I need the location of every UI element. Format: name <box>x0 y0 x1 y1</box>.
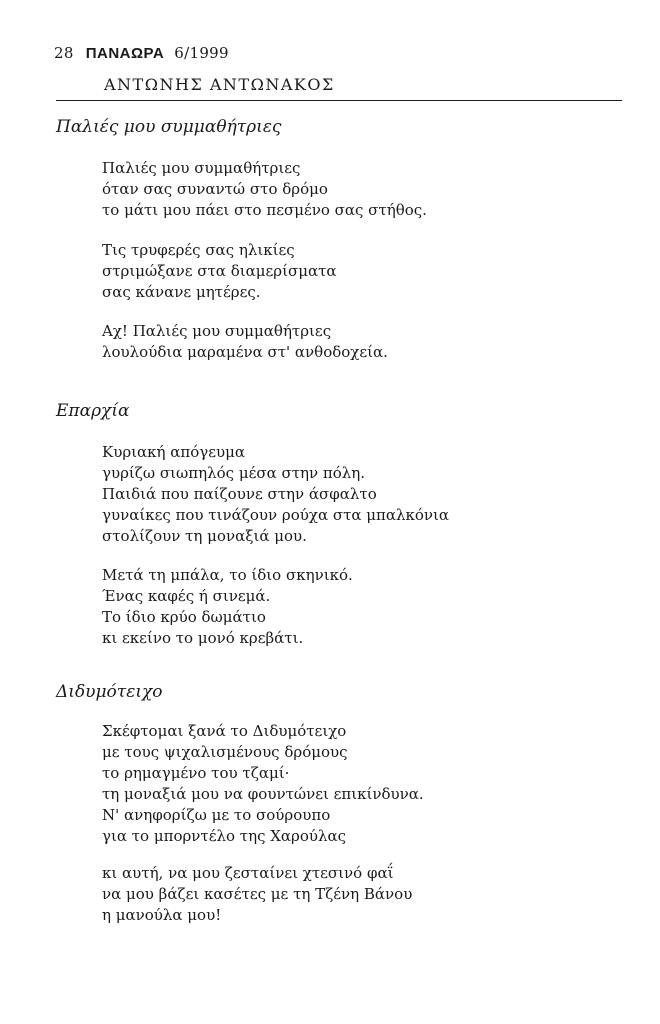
verse-line: με τους ψιχαλισμένους δρόμους <box>102 743 348 761</box>
poem-3-stanza-1 <box>102 721 424 847</box>
header-rule <box>56 100 622 101</box>
verse-line: γυρίζω σιωπηλός μέσα στην πόλη. <box>102 464 366 482</box>
verse-line: Παιδιά που παίζουνε στην άσφαλτο <box>102 485 377 503</box>
poem-2-stanza-2 <box>102 565 353 649</box>
verse-line: όταν σας συναντώ στο δρόμο <box>102 180 328 198</box>
poem-title-3: Διδυμότειχο <box>56 682 163 702</box>
verse-line: να μου βάζει κασέτες με τη Τζένη Βάνου <box>102 885 413 903</box>
poem-1-stanza-1 <box>102 158 427 221</box>
verse-line: για το μπορντέλο της Χαρούλας <box>102 827 347 845</box>
verse-line: στολίζουν τη μοναξιά μου. <box>102 527 307 545</box>
verse-line: λουλούδια μαραμένα στ' ανθοδοχεία. <box>102 343 388 361</box>
poem-title-1: Παλιές μου συμμαθήτριες <box>56 117 282 137</box>
poem-1-stanza-2 <box>102 240 337 303</box>
verse-line: κι εκείνο το μονό κρεβάτι. <box>102 629 304 647</box>
verse-line: Μετά τη μπάλα, το ίδιο σκηνικό. <box>102 566 353 584</box>
verse-line: γυναίκες που τινάζουν ρούχα στα μπαλκόνια <box>102 506 450 524</box>
verse-line: Τις τρυφερές σας ηλικίες <box>102 241 295 259</box>
poem-title-2: Επαρχία <box>56 401 130 421</box>
verse-line: Ν' ανηφορίζω με το σούρουπο <box>102 806 331 824</box>
issue-number: 6/1999 <box>174 44 229 62</box>
verse-line: Παλιές μου συμμαθήτριες <box>102 159 301 177</box>
author-name: ΑΝΤΩΝΗΣ ΑΝΤΩΝΑΚΟΣ <box>104 75 335 94</box>
page-number: 28 <box>54 44 74 62</box>
verse-line: Σκέφτομαι ξανά το Διδυμότειχο <box>102 722 347 740</box>
poem-1-stanza-3 <box>102 321 388 363</box>
verse-line: Κυριακή απόγευμα <box>102 443 246 461</box>
verse-line: τη μοναξιά μου να φουντώνει επικίνδυνα. <box>102 785 424 803</box>
verse-line: στριμώξανε στα διαμερίσματα <box>102 262 337 280</box>
verse-line: σας κάνανε μητέρες. <box>102 283 261 301</box>
verse-line: το μάτι μου πάει στο πεσμένο σας στήθος. <box>102 201 427 219</box>
verse-line: Αχ! Παλιές μου συμμαθήτριες <box>102 322 332 340</box>
magazine-name: ΠΑΝΑΩΡΑ <box>85 45 165 62</box>
verse-line: Ένας καφές ή σινεμά. <box>102 587 271 605</box>
poem-3-stanza-2 <box>102 863 412 926</box>
verse-line: η μανούλα μου! <box>102 906 222 924</box>
verse-line: κι αυτή, να μου ζεσταίνει χτεσινό φαΐ <box>102 864 394 882</box>
poem-2-stanza-1 <box>102 442 449 547</box>
running-header <box>54 44 229 62</box>
verse-line: το ρημαγμένο του τζαμί· <box>102 764 290 782</box>
verse-line: Το ίδιο κρύο δωμάτιο <box>102 608 266 626</box>
